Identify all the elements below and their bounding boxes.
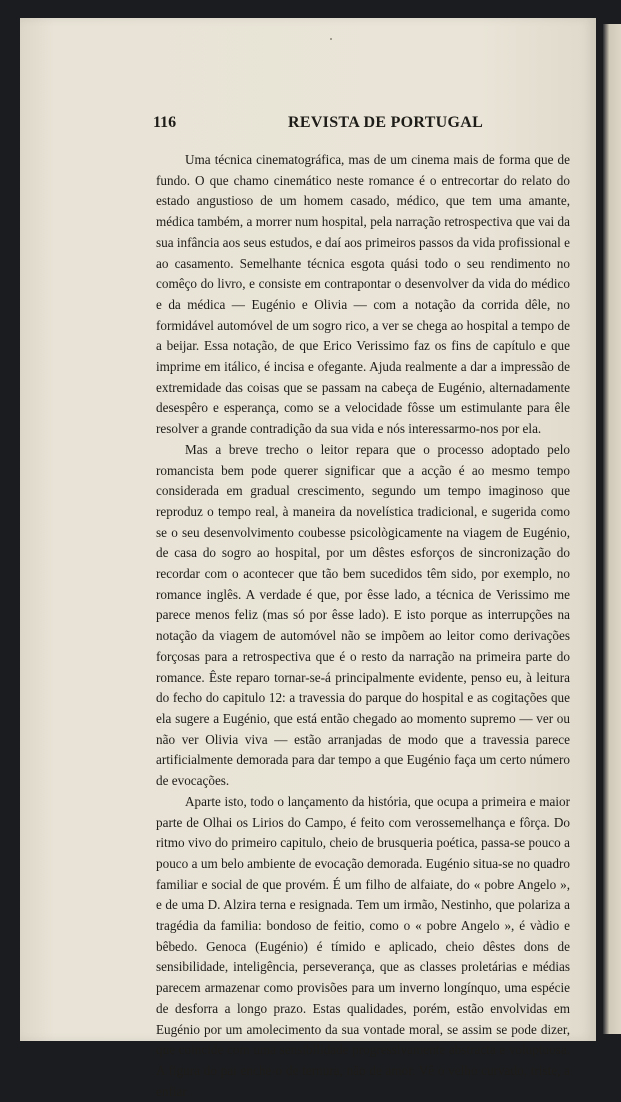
paragraph-2: Mas a breve trecho o leitor repara que o processo adoptado pelo romancista bem pode querer significar que a acção é ao mesmo tempo considerada em gradual crescimento, segundo um tempo imaginoso que reproduz o tempo real, à maneira da novelística tradicional, e sugerida como se o seu desenvolvimento coubesse psicològicamente na viagem de Eugénio, de casa do sogro ao hospital, por um dêstes esforços de sincronização do recordar com o acontecer que tão bem sucedidos têm sido, por exemplo, no romance inglês. A verdade é que, por êsse lado, a técnica de Verissimo me parece menos feliz (mas só por êsse lado). E isto porque as interrupções na notação da viagem de automóvel não se impõem ao leitor como derivações forçosas para a retrospectiva que é o resto da narração na primeira parte do romance. Êste reparo tornar-se-á principalmente evidente, penso eu, à leitura do fecho do capitulo 12: a travessia do parque do hospital e as cogitações que ela sugere a Eugénio, que está então chegado ao momento supremo — ver ou não ver Olivia viva — estão arranjadas de modo que a travessia parece artificialmente demorada para dar tempo a que Eugénio faça um certo número de evocações.	[156, 441, 570, 789]
running-head	[153, 114, 569, 134]
paper-speck	[330, 38, 332, 40]
page-number: 116	[153, 114, 177, 131]
paragraph-3: Aparte isto, todo o lançamento da história, que ocupa a primeira e maior parte de Olhai os Lirios do Campo, é feito com verossemelhança e fôrça. Do ritmo vivo do primeiro capitulo, cheio de brusqueria poética, passa-se pouco a pouco a um belo ambiente de evocação demorada. Eugénio situa-se no quadro familiar e social de que provém. É um filho de alfaiate, do « pobre Angelo », e de uma D. Alzira terna e resignada. Tem um irmão, Nestinho, que polariza a tragédia da familia: bondoso de feitio, como o « pobre Angelo », é vàdio e bêbedo. Genoca (Eugénio) é tímido e aplicado, cheio dêstes dons de sensibilidade, inteligência, perseverança, que as classes proletárias e médias parecem armazenar como provisões para um inverno longínquo, uma espécie de desforra a longo prazo. Estas qualidades, porém, estão envolvidas em Eugénio por um amolecimento da sua vontade moral, se assim se pode dizer, que coincide com uma sensibilidade progressivamente abstracta e voluptuosa. A figura do pai enche-o de ternura, não de amor. Vê o velho curvado, triste, a enfiar	[156, 793, 570, 1099]
article-body	[156, 150, 570, 1102]
journal-title: REVISTA DE PORTUGAL	[288, 114, 484, 131]
facing-page-edge	[603, 24, 621, 1034]
paragraph-1: Uma técnica cinematográfica, mas de um cinema mais de forma que de fundo. O que chamo cinemático neste romance é o entrecortar do relato do estado angustioso de um homem casado, médico, que tem uma amante, médica também, a morrer num hospital, pela narração retrospectiva que vai da sua infância aos seus estudos, e daí aos primeiros passos da vida profissional e ao casamento. Semelhante técnica esgota quási todo o seu rendimento no comêço do livro, e consiste em contrapontar o desenvolver da vida do médico e da médica — Eugénio e Olivia — com a notação da corrida dêle, no formidável automóvel de um sogro rico, a ver se chega ao hospital a tempo de a beijar. Essa notação, de que Erico Verissimo faz os fins de capítulo e que imprime em itálico, é incisa e ofegante. Ajuda realmente a dar a impressão de extremidade das coisas que se passam na cabeça de Eugénio, alternadamente desespêro e esperança, como se a velocidade fôsse um estimulante para êle resolver a grande contradição da sua vida e nós interessarmo-nos por ela.	[156, 152, 570, 437]
